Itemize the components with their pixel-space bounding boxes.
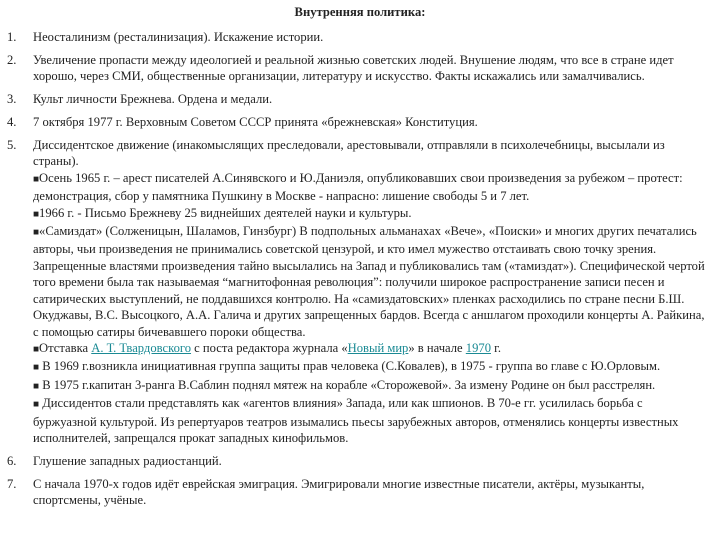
square-bullet-icon: ■ [33, 362, 40, 374]
list-item [7, 114, 707, 130]
paragraph [33, 395, 707, 446]
item-number: 1. [7, 30, 17, 44]
paragraph-text: с поста редактора журнала « [191, 340, 348, 355]
item-intro: Диссидентское движение (инакомыслящих преследовали, арестовывали, отправляли в психолечебницы, высылали из страны). [33, 138, 665, 169]
paragraph [33, 340, 707, 358]
item-number: 4. [7, 115, 17, 130]
paragraph-text: г. [490, 340, 502, 355]
list-item [7, 52, 707, 85]
paragraph [33, 223, 707, 340]
list-item [7, 476, 707, 509]
item-text: 7 октября 1977 г. Верховным Советом СССР принята «брежневская» Конституция. [33, 115, 478, 130]
square-bullet-icon: ■ [33, 399, 40, 411]
link-novy-mir[interactable]: Новый мир [347, 340, 409, 355]
paragraph-text: В 1969 г.возникла инициативная группа защиты прав человека (С.Ковалев), в 1975 - группа во главе с Ю.Орловым. [39, 359, 661, 374]
list-item [7, 453, 707, 469]
item-text: Неосталинизм (ресталинизация). Искажение истории. [33, 30, 324, 44]
item-text: С начала 1970-х годов идёт еврейская эмиграция. Эмигрировали многие известные писатели, актёры, музыканты, спортсмены, учёные. [33, 476, 645, 508]
item-number: 6. [7, 453, 17, 468]
square-bullet-icon: ■ [33, 380, 40, 392]
numbered-list [7, 29, 707, 515]
paragraph-text: В 1975 г.капитан 3-ранга В.Саблин поднял мятеж на корабле «Сторожевой». За измену Родине он был расстрелян. [39, 377, 656, 392]
page-title: Внутренняя политика: [294, 5, 426, 19]
square-bullet-icon: ■ [33, 343, 40, 355]
paragraph-text: » в начале [408, 340, 466, 355]
paragraph-text: «Самиздат» (Солженицын, Шаламов, Гинзбург) В подпольных альманахах «Вече», «Поиски» и многих других печатались авторы, чьи произведения не принимались советской цензурой, и кто имел мужество отстаивать свою точку зрения. Запрещенные властями произведения тайно высылались на Запад и публиковались там («тамиздат»). Специфической чертой того времени была так называемая “магнитофонная революция”: получили широкое распространение записи песен и сатирических выступлений, не поддавшихся контролю. На «самиздатовских» пленках расходились по стране песни Б.Ш. Окуджавы, В.С. Высоцкого, А.А. Галича и других запрещенных бардов. Всегда с аншлагом проходили концерты А. Райкина, с помощью сатиры бичевавшего пороки общества. [33, 224, 705, 339]
paragraph [33, 170, 707, 205]
item-number: 2. [7, 52, 17, 67]
paragraph-text: Отставка [39, 340, 92, 355]
paragraph [33, 205, 707, 223]
paragraph [33, 358, 707, 376]
paragraph-text: Осень 1965 г. – арест писателей А.Синявского и Ю.Даниэля, опубликовавших свои произведения за рубежом – протест: демонстрация, сбор у памятника Пушкину в Москве - напрасно: лишение свободы 5 и 7 лет. [33, 170, 683, 204]
square-bullet-icon: ■ [33, 227, 40, 239]
list-item [7, 91, 707, 107]
list-item [7, 29, 707, 45]
item-text: Культ личности Брежнева. Ордена и медали. [33, 92, 273, 107]
item-number: 7. [7, 476, 17, 491]
item-number: 5. [7, 138, 17, 153]
item-body [33, 137, 707, 446]
list-item-dissidents [7, 137, 707, 446]
paragraph-text: Диссидентов стали представлять как «агентов влияния» Запада, или как шпионов. В 70-е гг. усилилась борьба с буржуазной культурой. Из репертуаров театров изымались пьесы зарубежных авторов, отменялись концерты известных исполнителей, запрещался прокат западных кинофильмов. [33, 396, 679, 445]
item-text: Глушение западных радиостанций. [33, 453, 222, 468]
link-tvardovsky[interactable]: А. Т. Твардовского [91, 340, 192, 355]
link-1970[interactable]: 1970 [465, 340, 491, 355]
square-bullet-icon: ■ [33, 208, 40, 220]
paragraph-text: 1966 г. - Письмо Брежневу 25 виднейших деятелей науки и культуры. [39, 205, 412, 220]
paragraph [33, 377, 707, 395]
item-number: 3. [7, 92, 17, 107]
square-bullet-icon: ■ [33, 173, 40, 185]
item-text: Увеличение пропасти между идеологией и реальной жизнью советских людей. Внушение людям, что все в стране идет хорошо, через СМИ, общественные организации, литературу и искусство. Факты искажались или замалчивались. [33, 52, 674, 84]
